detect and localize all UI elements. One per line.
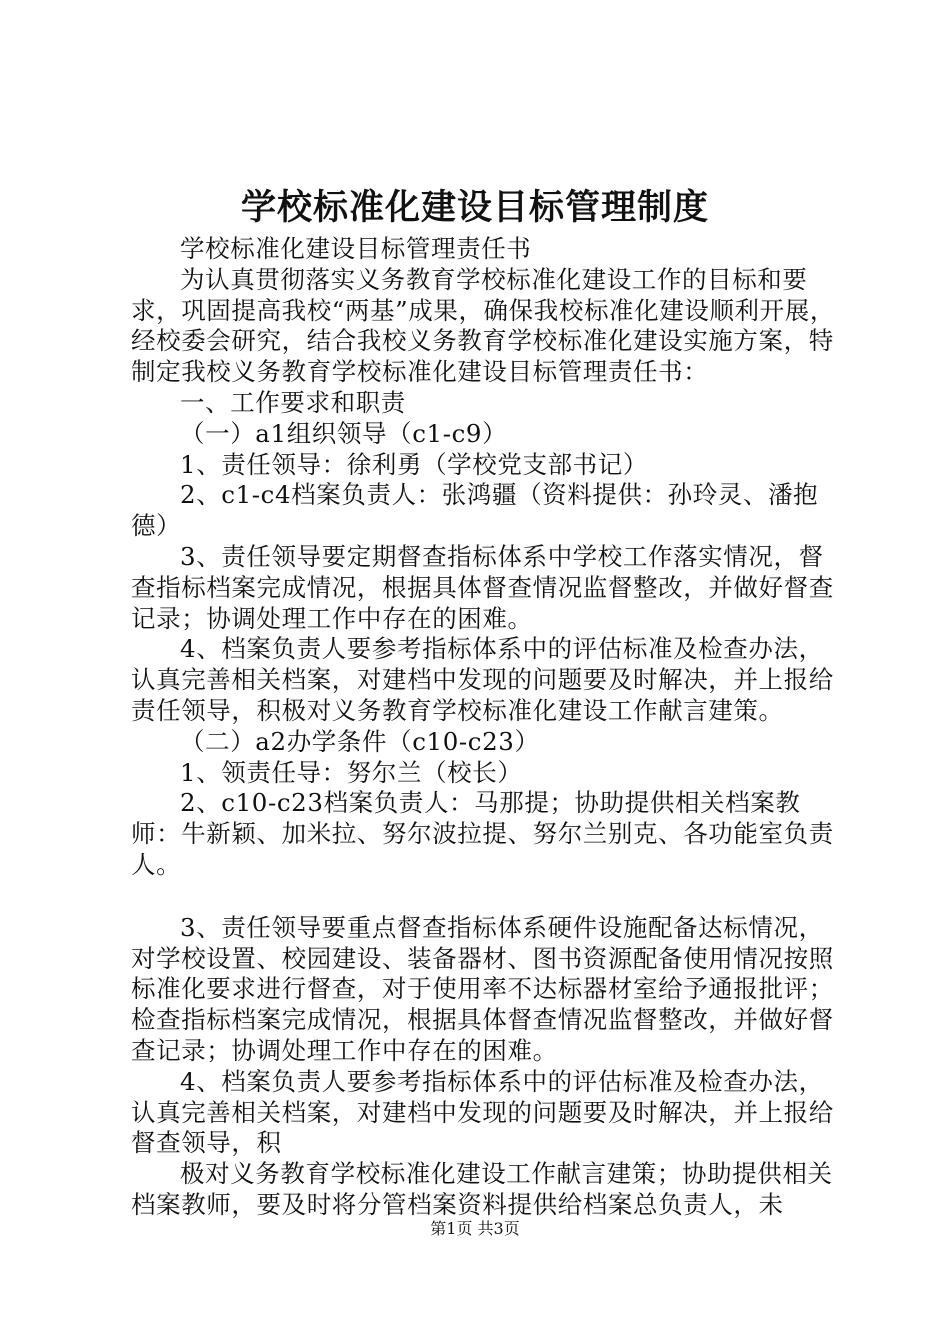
paragraph: 3、责任领导要重点督查指标体系硬件设施配备达标情况，对学校设置、校园建设、装备器材、图书资源配备使用情况按照标准化要求进行督查，对于使用率不达标器材室给予通报批评；检查指标档案完成情况，根据具体督查情况监督整改，并做好督查记录；协调处理工作中存在的困难。	[131, 912, 834, 1065]
subsection-heading: （二）a2办学条件（c10-c23）	[180, 726, 540, 756]
page-footer: 第1页 共3页	[430, 1219, 520, 1238]
subsection-heading: （一）a1组织领导（c1-c9）	[180, 418, 508, 448]
document-title: 学校标准化建设目标管理制度	[240, 187, 709, 228]
paragraph: 2、c1-c4档案负责人：张鸿疆（资料提供：孙玲灵、潘抱德）	[131, 480, 819, 541]
blank-line	[131, 881, 835, 913]
paragraph: 极对义务教育学校标准化建设工作献言建策；协助提供相关档案教师，要及时将分管档案资料提供给档案总负责人，未	[131, 1159, 833, 1219]
paragraph: 4、档案负责人要参考指标体系中的评估标准及检查办法，认真完善相关档案，对建档中发现的问题要及时解决，并上报给督查领导，积	[131, 1066, 834, 1158]
section-heading: 一、工作要求和职责	[180, 387, 406, 417]
document-body	[131, 234, 835, 1221]
paragraph: 4、档案负责人要参考指标体系中的评估标准及检查办法，认真完善相关档案，对建档中发现的问题要及时解决，并上报给责任领导，积极对义务教育学校标准化建设工作献言建策。	[131, 634, 834, 725]
paragraph: 2、c10-c23档案负责人：马那提；协助提供相关档案教师：牛新颖、加米拉、努尔波拉提、努尔兰别克、各功能室负责人。	[131, 788, 834, 879]
paragraph: 1、责任领导：徐利勇（学校党支部书记）	[180, 449, 648, 479]
paragraph: 为认真贯彻落实义务教育学校标准化建设工作的目标和要求，巩固提高我校“两基”成果，确保我校标准化建设顺利开展，经校委会研究，结合我校义务教育学校标准化建设实施方案，特制定我校义务教育学校标准化建设目标管理责任书：	[131, 264, 835, 387]
paragraph: 1、领责任导：努尔兰（校长）	[180, 757, 523, 787]
paragraph: 学校标准化建设目标管理责任书	[180, 234, 532, 263]
paragraph: 3、责任领导要定期督查指标体系中学校工作落实情况，督查指标档案完成情况，根据具体督查情况监督整改，并做好督查记录；协调处理工作中存在的困难。	[131, 541, 834, 633]
